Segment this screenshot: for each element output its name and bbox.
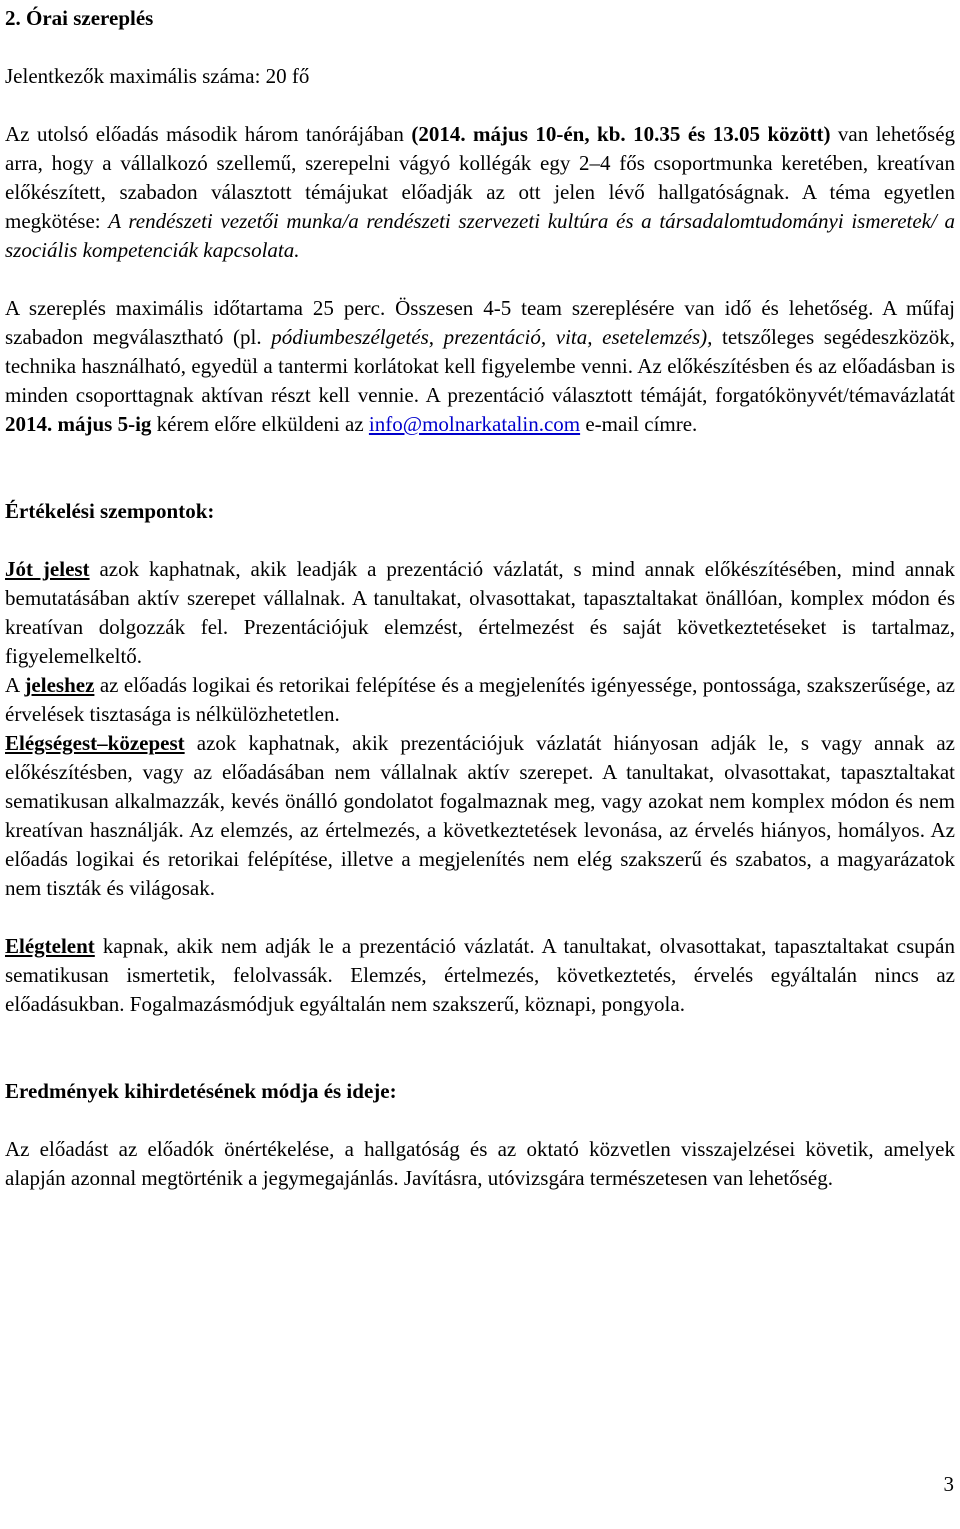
intro-text-1: Az utolsó előadás második három tanórájában	[5, 122, 412, 146]
duration-text-4: e-mail címre.	[580, 412, 698, 436]
intro-date: (2014. május 10-én, kb. 10.35 és 13.05 között)	[411, 122, 831, 146]
grade5-text: azok kaphatnak, akik leadják a prezentáció vázlatát, s mind annak előkészítésében, mind annak bemutatásában aktív szerepet vállalnak. A tanultakat, olvasottakat, tapasztaltakat önállóan, komplex módon és kreatívan dolgozzák fel. Prezentációjuk elemzést, értelmezést és saját következtetéseket is tartalmaz, figyelemelkeltő.	[5, 557, 955, 668]
grade3-label: Elégségest–közepest	[5, 731, 185, 755]
grade5-label: Jót jelest	[5, 557, 90, 581]
duration-genres: pódiumbeszélgetés, prezentáció, vita, esetelemzés),	[271, 325, 713, 349]
section-title: 2. Órai szereplés	[5, 6, 154, 30]
criteria-title: Értékelési szempontok:	[5, 499, 215, 523]
intro-text-2: van lehetőség arra, hogy a vállalkozó szellemű, szerepelni vágyó kollégák egy 2–4 fős csoportmunka keretében, kreatívan előkészített, szabadon választott témájukat előadják az ott jelen lévő hallgatóságnak. A téma egyetlen megkötése:	[5, 122, 956, 233]
grade3-text: azok kaphatnak, akik prezentációjuk vázlatát hiányosan adják le, s vagy annak az előkészítésben, vagy az előadásában nem vállalnak aktív szerepet. A tanultakat, olvasottakat, tapasztaltakat sematikusan alkalmazzák, kevés önálló gondolatot fogalmaznak meg, vagy azokat nem komplex módon és nem kreatívan használják. Az elemzés, az értelmezés, a következtetések levonása, az érvelés hiányos, homályos. Az előadás logikai és retorikai felépítése, illetve a megjelenítés nem elég szakszerű és szabatos, a magyarázatok nem tiszták és világosak.	[5, 731, 955, 900]
grade1-label: Elégtelent	[5, 934, 95, 958]
results-title: Eredmények kihirdetésének módja és ideje:	[5, 1079, 397, 1103]
grade4-text: az előadás logikai és retorikai felépítése és a megjelenítés igényessége, pontossága, szakszerűsége, az érvelések tisztasága is nélkülözhetetlen.	[5, 673, 955, 726]
duration-text-3: kérem előre elküldeni az	[151, 412, 369, 436]
intro-topic: A rendészeti vezetői munka/a rendészeti szervezeti kultúra és a társadalomtudományi ismeretek/ a szociális kompetenciák kapcsolata.	[5, 209, 955, 262]
duration-deadline: 2014. május 5-ig	[5, 412, 152, 436]
grade1-text: kapnak, akik nem adják le a prezentáció vázlatát. A tanultakat, olvasottakat, tapasztaltakat csupán sematikusan ismertetik, felolvassák. Elemzés, értelmezés, következtetés, érvelés egyáltalán nincs az előadásukban. Fogalmazásmódjuk egyáltalán nem szakszerű, köznapi, pongyola.	[5, 934, 955, 1016]
intro-paragraph	[5, 120, 955, 265]
max-participants: Jelentkezők maximális száma: 20 fő	[5, 64, 310, 88]
grade3-paragraph	[5, 729, 955, 903]
grade4-pre: A	[5, 673, 25, 697]
duration-paragraph	[5, 294, 955, 439]
grade4-paragraph	[5, 671, 955, 729]
grade1-paragraph	[5, 932, 955, 1019]
email-link[interactable]: info@molnarkatalin.com	[368, 412, 581, 436]
duration-text-2: tetszőleges segédeszközök, technika használható, egyedül a tantermi korlátokat kell figyelembe venni. Az előkészítésben és az előadásban is minden csoporttagnak aktívan részt kell vennie. A prezentáció választott témáját, forgatókönyvét/témavázlatát	[5, 325, 955, 407]
results-paragraph: Az előadást az előadók önértékelése, a hallgatóság és az oktató közvetlen visszajelzései követik, amelyek alapján azonnal megtörténik a jegymegajánlás. Javításra, utóvizsgára természetesen van lehetőség.	[5, 1137, 955, 1190]
grade4-label: jeleshez	[24, 673, 95, 697]
grade5-paragraph	[5, 555, 955, 671]
page-number: 3	[943, 1472, 954, 1496]
duration-text-1: A szereplés maximális időtartama 25 perc. Összesen 4-5 team szereplésére van idő és lehetőség. A műfaj szabadon megválasztható (pl.	[5, 296, 955, 349]
